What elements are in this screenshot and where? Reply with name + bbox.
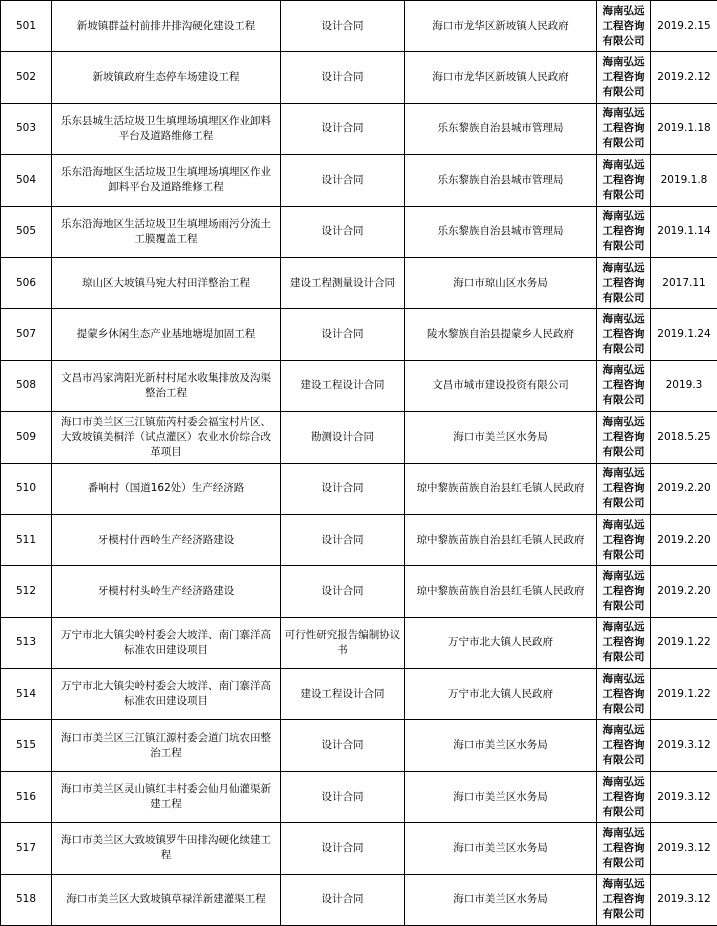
client-cell: 文昌市城市建设投资有限公司 [405,360,597,411]
client-cell: 海口市美兰区水务局 [405,412,597,463]
date-cell: 2019.2.20 [651,463,717,514]
contract-type-cell: 设计合同 [281,1,405,52]
company-cell: 海南弘远工程咨询有限公司 [597,412,651,463]
row-number-cell: 510 [1,463,52,514]
date-cell: 2019.1.18 [651,103,717,154]
client-cell: 琼中黎族苗族自治县红毛镇人民政府 [405,514,597,565]
row-number-cell: 503 [1,103,52,154]
project-name-cell: 海口市美兰区灵山镇红丰村委会仙月仙灌渠新建工程 [52,771,281,822]
table-row [1,566,717,617]
row-number-cell: 513 [1,617,52,668]
client-cell: 海口市美兰区水务局 [405,720,597,771]
contract-type-cell: 设计合同 [281,874,405,925]
client-cell: 海口市龙华区新坡镇人民政府 [405,52,597,103]
contract-type-cell: 设计合同 [281,463,405,514]
contract-type-cell: 建设工程设计合同 [281,360,405,411]
date-cell: 2019.1.22 [651,617,717,668]
contract-type-cell: 设计合同 [281,103,405,154]
contract-type-cell: 设计合同 [281,823,405,874]
project-name-cell: 海口市美兰区大致坡镇草禄洋新建灌渠工程 [52,874,281,925]
company-cell: 海南弘远工程咨询有限公司 [597,206,651,257]
contract-type-cell: 建设工程设计合同 [281,669,405,720]
date-cell: 2017.11 [651,257,717,308]
project-name-cell: 新坡镇群益村前排井排沟硬化建设工程 [52,1,281,52]
row-number-cell: 501 [1,1,52,52]
company-cell: 海南弘远工程咨询有限公司 [597,309,651,360]
date-cell: 2019.3.12 [651,720,717,771]
project-name-cell: 万宁市北大镇尖岭村委会大坡洋、南门寨洋高标准农田建设项目 [52,669,281,720]
row-number-cell: 504 [1,155,52,206]
table-row [1,206,717,257]
company-cell: 海南弘远工程咨询有限公司 [597,52,651,103]
table-row [1,823,717,874]
project-name-cell: 牙模村村头岭生产经济路建设 [52,566,281,617]
table-row [1,874,717,925]
row-number-cell: 514 [1,669,52,720]
date-cell: 2019.3 [651,360,717,411]
contract-type-cell: 设计合同 [281,155,405,206]
table-row [1,617,717,668]
table-row [1,52,717,103]
row-number-cell: 516 [1,771,52,822]
project-name-cell: 番响村（国道162处）生产经济路 [52,463,281,514]
contract-type-cell: 设计合同 [281,771,405,822]
table-row [1,463,717,514]
date-cell: 2019.3.12 [651,771,717,822]
company-cell: 海南弘远工程咨询有限公司 [597,566,651,617]
client-cell: 乐东黎族自治县城市管理局 [405,155,597,206]
company-cell: 海南弘远工程咨询有限公司 [597,360,651,411]
table-row [1,360,717,411]
client-cell: 海口市琼山区水务局 [405,257,597,308]
client-cell: 海口市龙华区新坡镇人民政府 [405,1,597,52]
date-cell: 2019.2.12 [651,52,717,103]
company-cell: 海南弘远工程咨询有限公司 [597,617,651,668]
project-name-cell: 新坡镇政府生态停车场建设工程 [52,52,281,103]
date-cell: 2019.1.8 [651,155,717,206]
client-cell: 琼中黎族苗族自治县红毛镇人民政府 [405,566,597,617]
company-cell: 海南弘远工程咨询有限公司 [597,720,651,771]
project-name-cell: 提蒙乡休闲生态产业基地塘堤加固工程 [52,309,281,360]
client-cell: 海口市美兰区水务局 [405,874,597,925]
date-cell: 2018.5.25 [651,412,717,463]
client-cell: 琼中黎族苗族自治县红毛镇人民政府 [405,463,597,514]
company-cell: 海南弘远工程咨询有限公司 [597,463,651,514]
project-name-cell: 海口市美兰区三江镇江源村委会道门坑农田整治工程 [52,720,281,771]
row-number-cell: 505 [1,206,52,257]
row-number-cell: 515 [1,720,52,771]
project-name-cell: 文昌市冯家湾阳光新村村尾水收集排放及沟渠整治工程 [52,360,281,411]
company-cell: 海南弘远工程咨询有限公司 [597,1,651,52]
client-cell: 乐东黎族自治县城市管理局 [405,206,597,257]
client-cell: 万宁市北大镇人民政府 [405,669,597,720]
date-cell: 2019.3.12 [651,874,717,925]
contract-type-cell: 设计合同 [281,720,405,771]
table-row [1,720,717,771]
table-row [1,257,717,308]
company-cell: 海南弘远工程咨询有限公司 [597,874,651,925]
row-number-cell: 517 [1,823,52,874]
table-row [1,514,717,565]
company-cell: 海南弘远工程咨询有限公司 [597,155,651,206]
contract-type-cell: 建设工程测量设计合同 [281,257,405,308]
company-cell: 海南弘远工程咨询有限公司 [597,669,651,720]
row-number-cell: 518 [1,874,52,925]
table-row [1,669,717,720]
date-cell: 2019.2.20 [651,566,717,617]
project-name-cell: 乐东县城生活垃圾卫生填埋场填埋区作业卸料平台及道路维修工程 [52,103,281,154]
client-cell: 海口市美兰区水务局 [405,823,597,874]
table-row [1,412,717,463]
row-number-cell: 502 [1,52,52,103]
project-name-cell: 乐东沿海地区生活垃圾卫生填埋场填埋区作业卸料平台及道路维修工程 [52,155,281,206]
contract-type-cell: 设计合同 [281,309,405,360]
row-number-cell: 511 [1,514,52,565]
date-cell: 2019.2.15 [651,1,717,52]
project-name-cell: 乐东沿海地区生活垃圾卫生填埋场雨污分流土工膜覆盖工程 [52,206,281,257]
table-body [1,1,717,926]
table-row [1,155,717,206]
company-cell: 海南弘远工程咨询有限公司 [597,514,651,565]
client-cell: 海口市美兰区水务局 [405,771,597,822]
project-name-cell: 万宁市北大镇尖岭村委会大坡洋、南门寨洋高标准农田建设项目 [52,617,281,668]
contract-type-cell: 设计合同 [281,566,405,617]
client-cell: 乐东黎族自治县城市管理局 [405,103,597,154]
table-row [1,309,717,360]
project-name-cell: 海口市美兰区三江镇茄芮村委会福宝村片区、大致坡镇美桐洋（试点灌区）农业水价综合改革项目 [52,412,281,463]
table-row [1,771,717,822]
row-number-cell: 508 [1,360,52,411]
project-name-cell: 海口市美兰区大致坡镇罗牛田排沟硬化续建工程 [52,823,281,874]
contract-type-cell: 设计合同 [281,52,405,103]
company-cell: 海南弘远工程咨询有限公司 [597,771,651,822]
date-cell: 2019.3.12 [651,823,717,874]
contract-type-cell: 设计合同 [281,206,405,257]
project-name-cell: 牙模村什西岭生产经济路建设 [52,514,281,565]
company-cell: 海南弘远工程咨询有限公司 [597,103,651,154]
date-cell: 2019.1.14 [651,206,717,257]
company-cell: 海南弘远工程咨询有限公司 [597,257,651,308]
client-cell: 陵水黎族自治县提蒙乡人民政府 [405,309,597,360]
client-cell: 万宁市北大镇人民政府 [405,617,597,668]
row-number-cell: 507 [1,309,52,360]
row-number-cell: 512 [1,566,52,617]
date-cell: 2019.1.22 [651,669,717,720]
row-number-cell: 509 [1,412,52,463]
table-row [1,103,717,154]
contract-type-cell: 勘测设计合同 [281,412,405,463]
company-cell: 海南弘远工程咨询有限公司 [597,823,651,874]
date-cell: 2019.2.20 [651,514,717,565]
table-row [1,1,717,52]
project-name-cell: 琼山区大坡镇马宛大村田洋整治工程 [52,257,281,308]
contract-type-cell: 可行性研究报告编制协议书 [281,617,405,668]
contract-type-cell: 设计合同 [281,514,405,565]
date-cell: 2019.1.24 [651,309,717,360]
row-number-cell: 506 [1,257,52,308]
